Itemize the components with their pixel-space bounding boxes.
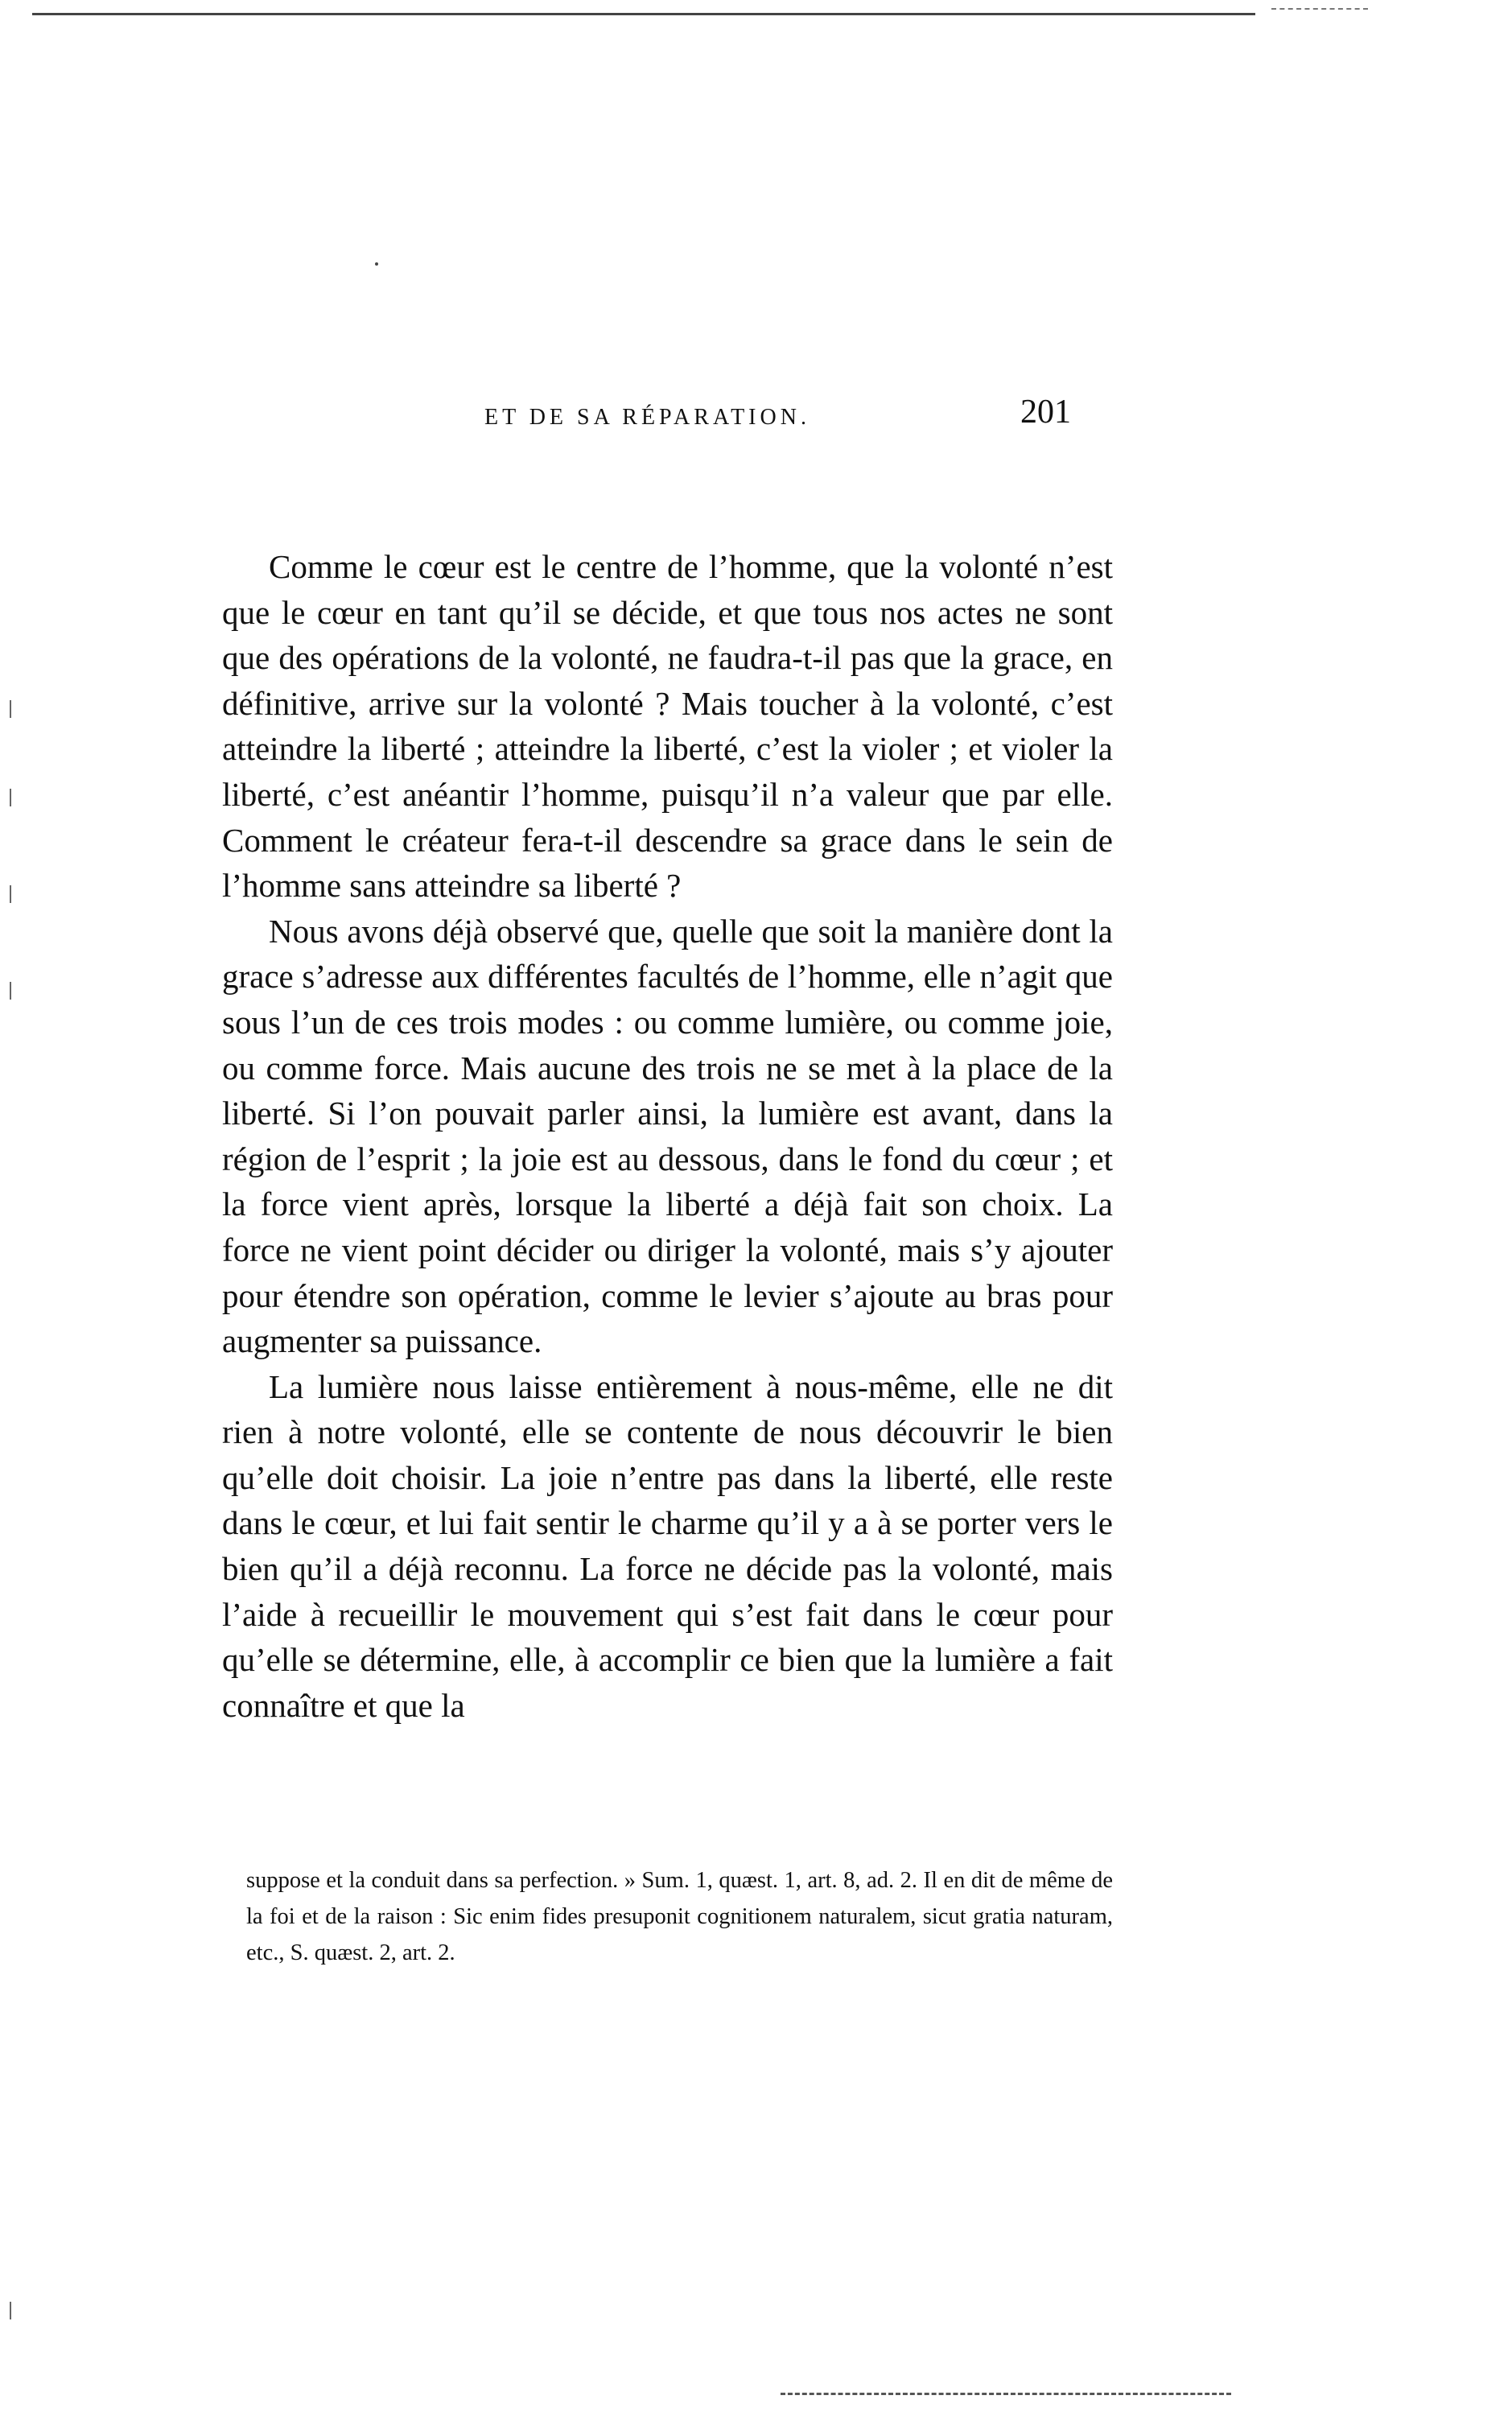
running-head: ET DE SA RÉPARATION.	[484, 405, 810, 430]
footnote: suppose et la conduit dans sa perfection. » Sum. 1, quæst. 1, art. 8, ad. 2. Il en dit de même de la foi et de la raison : Sic enim fides presuponit cognitionem naturalem, sicut gratia naturam, etc., S. quæst. 2, art. 2.	[246, 1868, 1113, 1965]
paragraph: Comme le cœur est le centre de l’homme, que la volonté n’est que le cœur en tant qu’il se décide, et que tous nos actes ne sont que des opérations de la volonté, ne faudra-t-il pas que la grace, en définitive, arrive sur la volonté ? Mais toucher à la volonté, c’est atteindre la liberté ; atteindre la liberté, c’est la violer ; et violer la liberté, c’est anéantir l’homme, puisqu’il n’a valeur que par elle. Comment le créateur fera-t-il descendre sa grace dans le sein de l’homme sans atteindre sa liberté ?	[222, 548, 1113, 905]
scan-edge-mark	[10, 789, 11, 806]
paragraph: Nous avons déjà observé que, quelle que soit la manière dont la grace s’adresse aux différentes facultés de l’homme, elle n’agit que sous l’un de ces trois modes : ou comme lumière, ou comme joie, ou comme force. Mais aucune des trois ne se met à la place de la liberté. Si l’on pouvait parler ainsi, la lumière est avant, dans la région de l’esprit ; la joie est au dessous, dans le fond du cœur ; et la force vient après, lorsque la liberté a déjà fait son choix. La force ne vient point décider ou diriger la volonté, mais s’y ajouter pour étendre son opération, comme le levier s’ajoute au bras pour augmenter sa puissance.	[222, 912, 1113, 1360]
scan-edge-mark	[10, 700, 11, 718]
body-text	[222, 544, 1113, 1728]
scan-speck	[375, 262, 378, 266]
scan-edge-mark	[10, 982, 11, 1000]
page-number: 201	[1020, 394, 1071, 431]
paragraph: La lumière nous laisse entièrement à nous-même, elle ne dit rien à notre volonté, elle se contente de nous découvrir le bien qu’elle doit choisir. La joie n’entre pas dans la liberté, elle reste dans le cœur, et lui fait sentir le charme qu’il y a à se porter vers le bien qu’il a déjà reconnu. La force ne décide pas la volonté, mais l’aide à recueillir le mouvement qui s’est fait dans le cœur pour qu’elle se détermine, elle, à accomplir ce bien que la lumière a fait connaître et que la	[222, 1367, 1113, 1724]
scan-edge-top-dashed	[1271, 8, 1368, 10]
scan-edge-mark	[10, 885, 11, 903]
scan-edge-mark	[10, 2302, 11, 2319]
scan-edge-bottom	[781, 2393, 1231, 2395]
scan-edge-top	[32, 13, 1255, 15]
